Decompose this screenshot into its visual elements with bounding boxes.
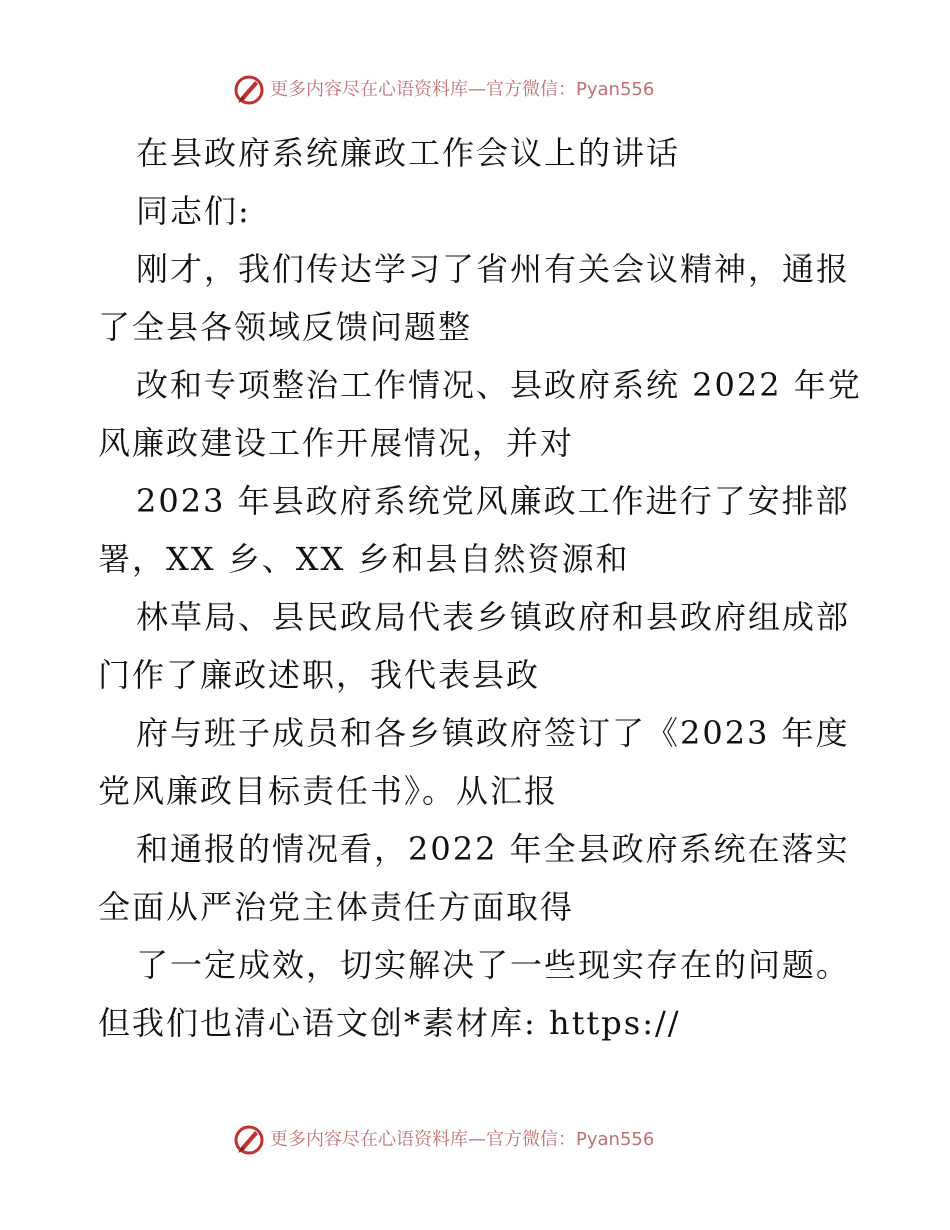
paragraph-line: 2023 年县政府系统党风廉政工作进行了安排部 xyxy=(136,482,850,520)
paragraph-line: 但我们也清心语文创*素材库: https:// xyxy=(98,1004,681,1042)
document-title: 在县政府系统廉政工作会议上的讲话 xyxy=(136,134,681,172)
paragraph-line: 了全县各领域反馈问题整 xyxy=(98,308,473,346)
watermark-text: 更多内容尽在心语资料库—官方微信：Pyan556 xyxy=(270,1129,655,1150)
pen-nib-logo-icon xyxy=(232,73,266,107)
pen-nib-logo-icon xyxy=(232,1123,266,1157)
paragraph-line: 全面从严治党主体责任方面取得 xyxy=(98,888,575,926)
paragraph-line: 改和专项整治工作情况、县政府系统 2022 年党 xyxy=(136,366,862,404)
watermark-footer xyxy=(232,1122,654,1158)
paragraph-line: 刚才，我们传达学习了省州有关会议精神，通报 xyxy=(136,250,851,288)
paragraph-line: 门作了廉政述职，我代表县政 xyxy=(98,656,541,694)
watermark-header xyxy=(232,72,654,108)
paragraph-line: 和通报的情况看，2022 年全县政府系统在落实 xyxy=(136,830,850,868)
paragraph-line: 党风廉政目标责任书》。从汇报 xyxy=(98,772,559,810)
document-body xyxy=(98,124,862,1052)
paragraph-line: 署，XX 乡、XX 乡和县自然资源和 xyxy=(98,540,630,578)
paragraph-line: 府与班子成员和各乡镇政府签订了《2023 年度 xyxy=(136,714,850,752)
paragraph-line: 了一定成效，切实解决了一些现实存在的问题。 xyxy=(136,946,851,984)
watermark-text: 更多内容尽在心语资料库—官方微信：Pyan556 xyxy=(270,79,655,100)
salutation: 同志们: xyxy=(136,192,251,230)
paragraph-line: 林草局、县民政局代表乡镇政府和县政府组成部 xyxy=(136,598,851,636)
paragraph-line: 风廉政建设工作开展情况，并对 xyxy=(98,424,575,462)
